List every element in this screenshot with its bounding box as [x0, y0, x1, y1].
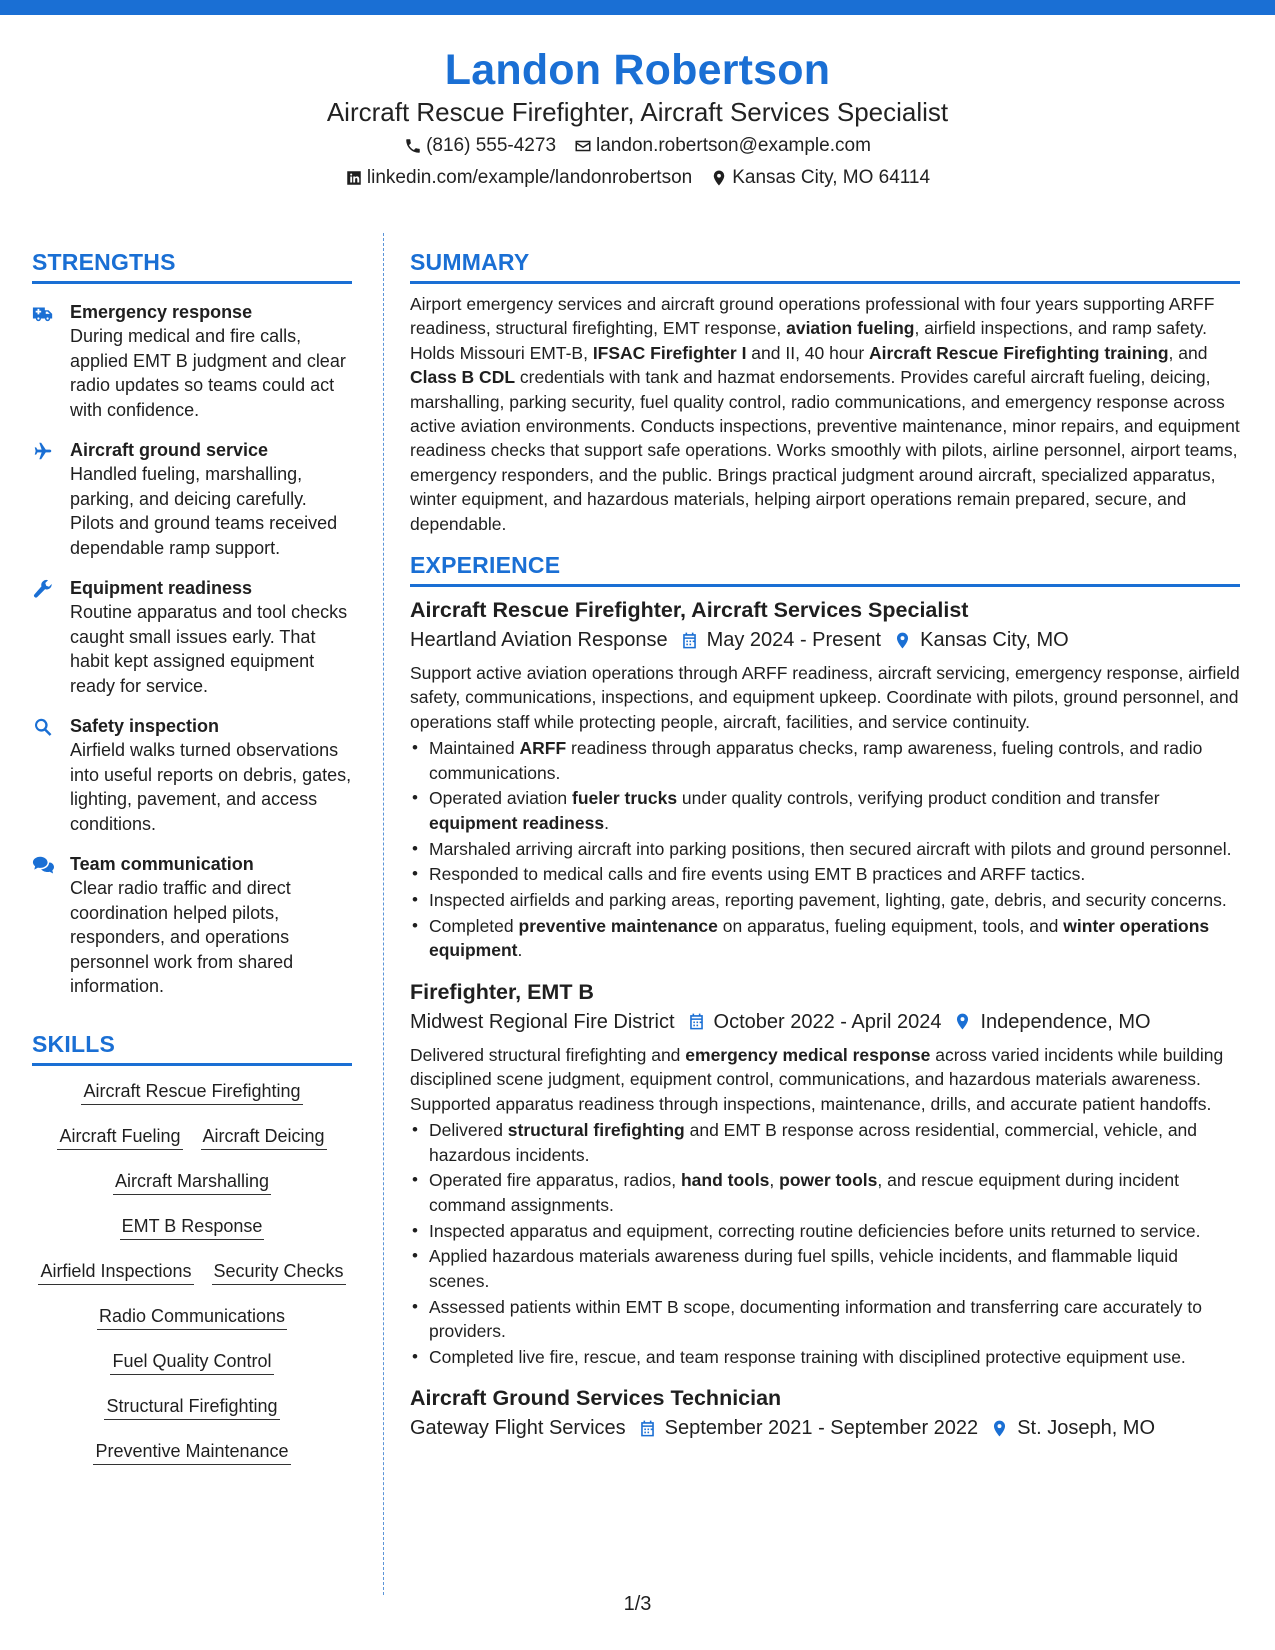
strength-desc: Airfield walks turned observations into useful reports on debris, gates, lighting, pavement, and access conditions.: [70, 740, 352, 834]
search-icon: [32, 714, 70, 836]
job-bullet: • Responded to medical calls and fire events using EMT B practices and ARFF tactics.: [410, 862, 1240, 886]
strength-desc: During medical and fire calls, applied EMT B judgment and clear radio updates so teams could act with confidence.: [70, 326, 346, 420]
job-company: Heartland Aviation Response: [410, 629, 668, 652]
skill-tag: Radio Communications: [97, 1305, 287, 1330]
skill-tag: Security Checks: [212, 1260, 346, 1285]
job-bullet: • Completed preventive maintenance on apparatus, fueling equipment, tools, and winter operations equipment.: [410, 914, 1240, 963]
bold-phrase: Class B CDL: [410, 367, 516, 388]
phone-contact[interactable]: [404, 131, 556, 161]
right-column: [410, 247, 1240, 1443]
job-company: Gateway Flight Services: [410, 1417, 626, 1440]
column-divider: [383, 233, 384, 1595]
top-accent-bar: [0, 0, 1275, 15]
bold-phrase: preventive maintenance: [518, 916, 718, 937]
experience-title: EXPERIENCE: [410, 550, 1240, 587]
strength-item: [32, 438, 352, 560]
bold-phrase: IFSAC Firefighter I: [592, 342, 747, 363]
strength-item: [32, 300, 352, 422]
job-entry: [410, 595, 1240, 963]
candidate-headline: Aircraft Rescue Firefighter, Aircraft Services Specialist: [326, 97, 949, 127]
job-location: St. Joseph, MO: [1017, 1417, 1156, 1440]
strength-desc: Clear radio traffic and direct coordination helped pilots, responders, and operations personnel work from shared information.: [70, 878, 294, 996]
summary-title: SUMMARY: [410, 247, 1240, 284]
job-bullet: • Operated aviation fueler trucks under quality controls, verifying product condition and transfer equipment readiness.: [410, 786, 1240, 835]
skill-tag: Aircraft Marshalling: [113, 1170, 271, 1195]
strength-title: Aircraft ground service: [70, 440, 269, 460]
linkedin-contact[interactable]: [345, 163, 692, 193]
bold-phrase: emergency medical response: [685, 1044, 931, 1065]
bold-phrase: power tools: [779, 1170, 878, 1191]
map-pin-icon: [990, 1419, 1009, 1438]
skill-tag: Fuel Quality Control: [110, 1350, 273, 1375]
contact-row-1: [0, 131, 1275, 161]
map-pin-icon: [953, 1012, 972, 1031]
map-pin-icon: [893, 631, 912, 650]
job-bullet: • Marshaled arriving aircraft into parking positions, then secured aircraft with pilots and ground personnel.: [410, 837, 1240, 861]
email-text: landon.robertson@example.com: [596, 135, 871, 156]
phone-icon: [404, 137, 422, 155]
strength-desc: Handled fueling, marshalling, parking, and deicing carefully. Pilots and ground teams received dependable ramp support.: [70, 464, 338, 558]
job-bullet: • Completed live fire, rescue, and team response training with disciplined protective equipment use.: [410, 1345, 1240, 1369]
email-contact[interactable]: [574, 131, 871, 161]
candidate-name: Landon Robertson: [444, 46, 831, 94]
job-bullet: • Maintained ARFF readiness through apparatus checks, ramp awareness, fueling controls, and radio communications.: [410, 736, 1240, 785]
strength-title: Safety inspection: [70, 716, 220, 736]
calendar-icon: [680, 631, 699, 650]
job-title: Aircraft Rescue Firefighter, Aircraft Services Specialist: [410, 598, 969, 623]
bold-phrase: Aircraft Rescue Firefighting training: [869, 342, 1169, 363]
bold-phrase: equipment readiness: [429, 812, 605, 833]
strength-item: [32, 852, 352, 999]
location-contact: [710, 163, 930, 193]
strength-item: [32, 714, 352, 836]
job-description: Support active aviation operations through ARFF readiness, aircraft servicing, emergency response, airfield safety, communications, inspections, and equipment upkeep. Coordinate with pilots, ground personnel, and operations staff while protecting people, aircraft, facilities, and service continuity.: [410, 663, 1240, 732]
job-bullet: • Delivered structural firefighting and EMT B response across residential, commercial, vehicle, and hazardous incidents.: [410, 1118, 1240, 1167]
chat-icon: [32, 852, 70, 999]
skill-tag: Aircraft Deicing: [201, 1125, 327, 1150]
bold-phrase: fueler trucks: [572, 788, 678, 809]
bold-phrase: winter operations equipment: [429, 916, 1210, 961]
job-entry: [410, 1383, 1240, 1443]
bold-phrase: structural firefighting: [507, 1120, 685, 1141]
job-bullets: [410, 736, 1240, 963]
wrench-icon: [32, 576, 70, 698]
bold-phrase: aviation fueling: [786, 318, 915, 339]
calendar-icon: [687, 1012, 706, 1031]
job-meta: [410, 1413, 1240, 1443]
job-meta: [410, 1007, 1240, 1037]
summary-text: Airport emergency services and aircraft ground operations professional with four years supporting ARFF readiness, structural firefighting, EMT response, aviation fueling, airfield inspections, and ramp safety. Holds Missouri EMT-B, IFSAC Firefighter I and II, 40 hour Aircraft Rescue Firefighting training, and Class B CDL credentials with tank and hazmat endorsements. Provides careful aircraft fueling, deicing, marshalling, parking security, fuel quality control, radio communications, and emergency response across active aviation environments. Conducts inspections, preventive maintenance, minor repairs, and equipment readiness checks that support safe operations. Works smoothly with pilots, airline personnel, airport teams, emergency responders, and the public. Brings practical judgment around aircraft, specialized apparatus, winter equipment, and hazardous materials, helping airport operations remain prepared, secure, and dependable.: [410, 294, 1240, 534]
page-number: 1/3: [623, 1593, 652, 1615]
strength-desc: Routine apparatus and tool checks caught small issues early. That habit kept assigned equipment ready for service.: [70, 602, 348, 696]
job-title: Aircraft Ground Services Technician: [410, 1386, 782, 1411]
job-dates: September 2021 - September 2022: [664, 1417, 979, 1440]
job-title: Firefighter, EMT B: [410, 979, 594, 1004]
linkedin-icon: [345, 169, 363, 187]
job-bullet: • Inspected airfields and parking areas, reporting pavement, lighting, gate, debris, and security concerns.: [410, 888, 1240, 912]
plane-icon: [32, 438, 70, 560]
envelope-icon: [574, 137, 592, 155]
strength-item: [32, 576, 352, 698]
strengths-title: STRENGTHS: [32, 247, 352, 284]
skill-tag: EMT B Response: [120, 1215, 265, 1240]
strength-title: Equipment readiness: [70, 578, 253, 598]
location-text: Kansas City, MO 64114: [732, 167, 931, 188]
job-company: Midwest Regional Fire District: [410, 1010, 675, 1033]
skills-title: SKILLS: [32, 1029, 352, 1066]
job-location: Kansas City, MO: [920, 629, 1069, 652]
ambulance-icon: [32, 300, 70, 422]
job-bullets: [410, 1118, 1240, 1369]
skill-tag: Structural Firefighting: [104, 1395, 279, 1420]
skill-tag: Preventive Maintenance: [93, 1440, 290, 1465]
skill-tag: Aircraft Fueling: [57, 1125, 182, 1150]
job-dates: May 2024 - Present: [706, 629, 882, 652]
strength-title: Emergency response: [70, 302, 253, 322]
job-bullet: • Operated fire apparatus, radios, hand tools, power tools, and rescue equipment during incident command assignments.: [410, 1168, 1240, 1217]
job-bullet: • Inspected apparatus and equipment, correcting routine deficiencies before units returned to service.: [410, 1219, 1240, 1243]
strength-title: Team communication: [70, 854, 254, 874]
contact-row-2: [0, 163, 1275, 193]
skills-list: [32, 1080, 352, 1465]
bold-phrase: ARFF: [519, 738, 567, 759]
job-meta: [410, 625, 1240, 655]
job-location: Independence, MO: [980, 1010, 1151, 1033]
job-bullet: • Assessed patients within EMT B scope, documenting information and transferring care accurately to providers.: [410, 1295, 1240, 1344]
map-pin-icon: [710, 169, 728, 187]
job-bullet: • Applied hazardous materials awareness during fuel spills, vehicle incidents, and flammable liquid scenes.: [410, 1244, 1240, 1293]
phone-text: (816) 555-4273: [426, 135, 557, 156]
resume-header: [0, 44, 1275, 193]
skill-tag: Airfield Inspections: [38, 1260, 193, 1285]
bold-phrase: hand tools: [680, 1170, 770, 1191]
job-entry: [410, 977, 1240, 1369]
calendar-icon: [638, 1419, 657, 1438]
linkedin-text: linkedin.com/example/landonrobertson: [366, 167, 693, 188]
job-dates: October 2022 - April 2024: [713, 1010, 942, 1033]
skill-tag: Aircraft Rescue Firefighting: [81, 1080, 302, 1105]
job-description: Delivered structural firefighting and emergency medical response across varied incidents while building disciplined scene judgment, equipment control, communications, and hazardous materials awareness. Supported apparatus readiness through inspections, maintenance, drills, and accurate patient handoffs.: [410, 1044, 1224, 1114]
left-column: [32, 247, 352, 1465]
